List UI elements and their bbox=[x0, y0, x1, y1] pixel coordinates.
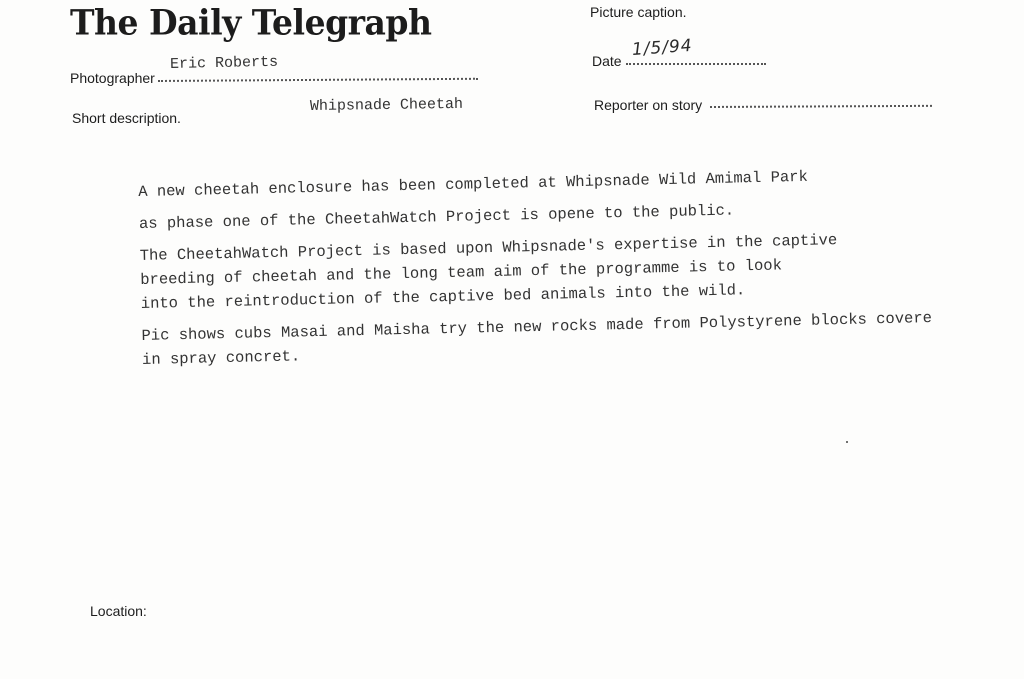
picture-caption-label: Picture caption. bbox=[590, 4, 687, 20]
reporter-dotted-line bbox=[710, 105, 932, 108]
reporter-label: Reporter on story bbox=[594, 97, 703, 113]
location-label: Location: bbox=[90, 603, 147, 619]
photographer-label: Photographer bbox=[70, 70, 155, 86]
caption-body bbox=[138, 161, 982, 372]
caption-line: into the reintroduction of the captive bed animals into the wild. bbox=[140, 281, 746, 313]
paper-speck bbox=[846, 441, 848, 443]
caption-line: The CheetahWatch Project is based upon Whipsnade's expertise in the captive bbox=[139, 231, 838, 265]
date-label: Date bbox=[592, 53, 622, 69]
photographer-dotted-line bbox=[158, 78, 478, 82]
date-value: 1/5/94 bbox=[631, 35, 694, 60]
photographer-value: Eric Roberts bbox=[169, 53, 279, 73]
caption-line: in spray concret. bbox=[141, 347, 301, 369]
masthead-logo: The Daily Telegraph bbox=[70, 2, 432, 43]
short-description-label: Short description. bbox=[72, 110, 181, 126]
caption-line: breeding of cheetah and the long team aim of the programme is to look bbox=[140, 256, 783, 289]
short-description-value: Whipsnade Cheetah bbox=[309, 95, 464, 115]
caption-line: A new cheetah enclosure has been completed at Whipsnade Wild Amimal Park bbox=[138, 167, 809, 201]
date-dotted-line bbox=[626, 63, 766, 65]
caption-line: Pic shows cubs Masai and Maisha try the new rocks made from Polystyrene blocks covere bbox=[141, 309, 933, 345]
caption-line: as phase one of the CheetahWatch Project is opene to the public. bbox=[138, 201, 735, 233]
